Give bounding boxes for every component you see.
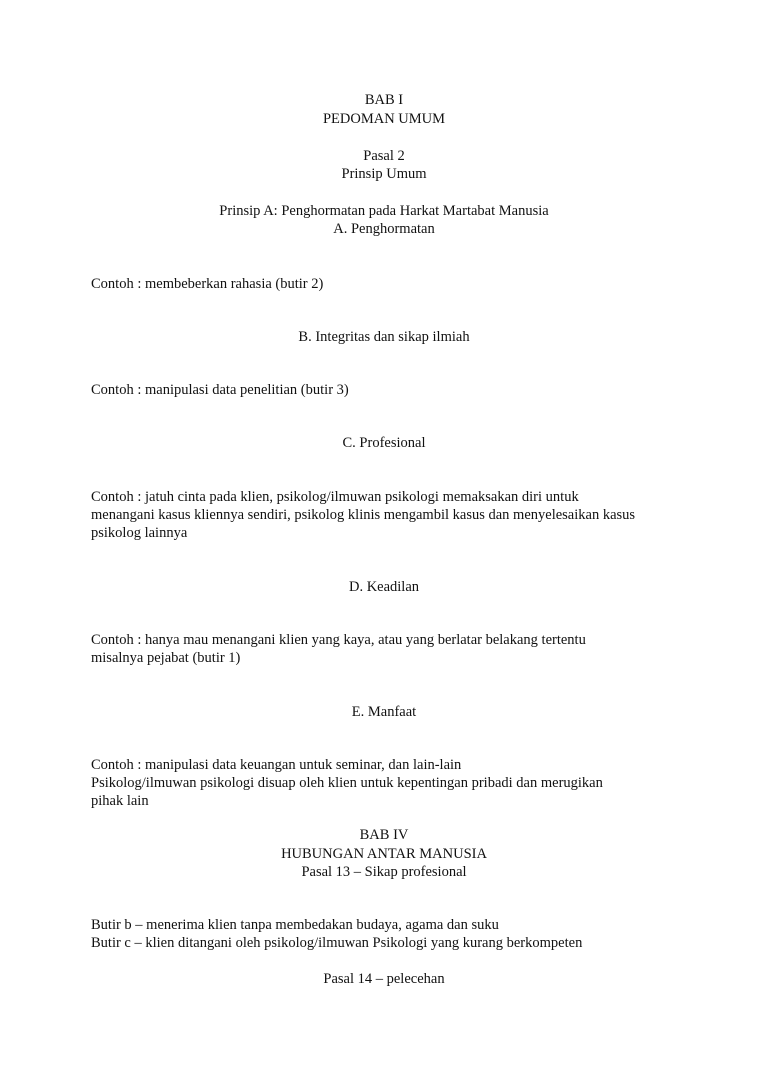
section-e-example-line: Psikolog/ilmuwan psikologi disuap oleh klien untuk kepentingan pribadi dan merugikan (91, 775, 603, 791)
article-13-title: Pasal 13 – Sikap profesional (301, 864, 467, 880)
butir-item: Butir b – menerima klien tanpa membedakan budaya, agama dan suku (91, 917, 499, 933)
butir-item: Butir c – klien ditangani oleh psikolog/ilmuwan Psikologi yang kurang berkompeten (91, 935, 583, 951)
principle-heading: Prinsip A: Penghormatan pada Harkat Martabat Manusia (219, 203, 549, 219)
article-title: Prinsip Umum (341, 166, 427, 182)
section-e-example-line: pihak lain (91, 793, 149, 809)
section-b-heading: B. Integritas dan sikap ilmiah (298, 329, 470, 345)
chapter-subtitle: PEDOMAN UMUM (322, 111, 446, 127)
section-a-heading: A. Penghormatan (333, 221, 435, 237)
article-14-title: Pasal 14 – pelecehan (323, 971, 445, 987)
section-c-heading: C. Profesional (342, 435, 426, 451)
section-d-example-line: misalnya pejabat (butir 1) (91, 650, 241, 666)
section-c-example-line: menangani kasus kliennya sendiri, psikolog klinis mengambil kasus dan menyelesaikan kasus (91, 507, 636, 523)
section-d-heading: D. Keadilan (348, 579, 420, 595)
chapter-4-title: BAB IV (359, 827, 409, 843)
section-c-example-line: psikolog lainnya (91, 525, 188, 541)
chapter-4-subtitle: HUBUNGAN ANTAR MANUSIA (281, 846, 487, 862)
article-number: Pasal 2 (363, 148, 405, 164)
section-c-example-line: Contoh : jatuh cinta pada klien, psikolog/ilmuwan psikologi memaksakan diri untuk (91, 489, 579, 505)
chapter-title: BAB I (364, 92, 404, 108)
section-e-example-line: Contoh : manipulasi data keuangan untuk seminar, dan lain-lain (91, 757, 462, 773)
section-a-example: Contoh : membeberkan rahasia (butir 2) (91, 276, 324, 292)
section-e-heading: E. Manfaat (351, 704, 417, 720)
section-b-example: Contoh : manipulasi data penelitian (butir 3) (91, 382, 349, 398)
section-d-example-line: Contoh : hanya mau menangani klien yang kaya, atau yang berlatar belakang tertentu (91, 632, 586, 648)
